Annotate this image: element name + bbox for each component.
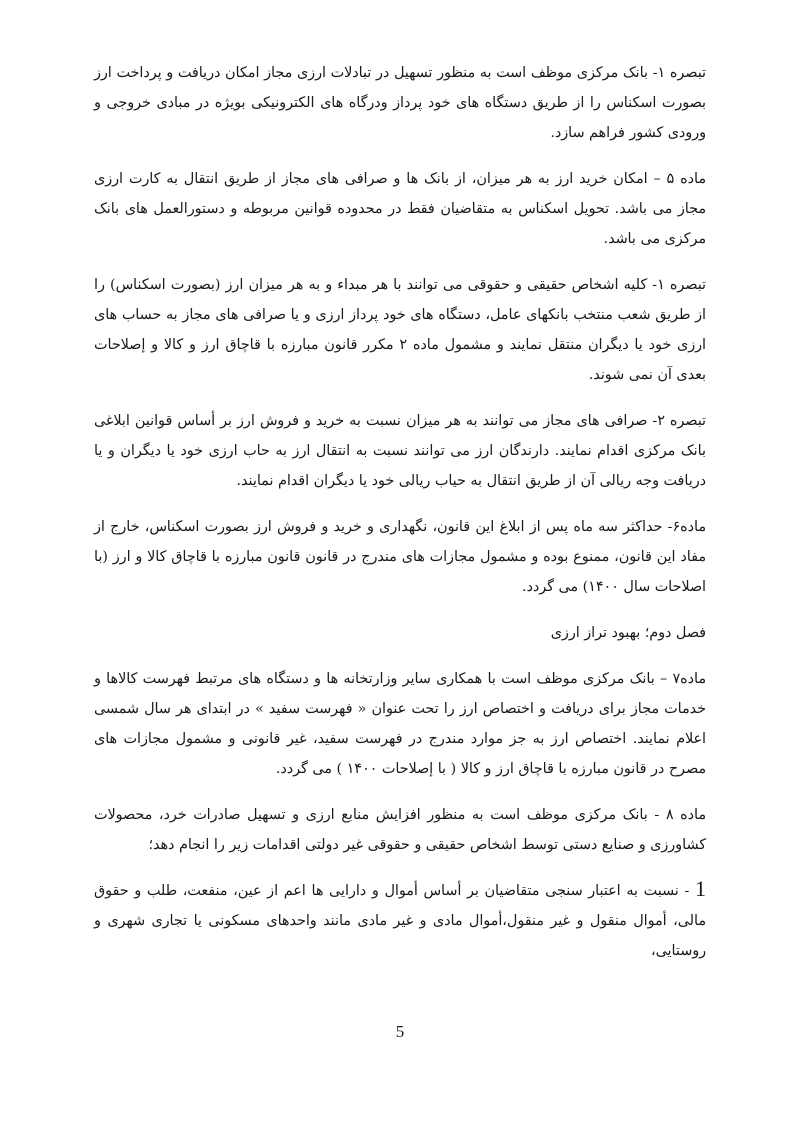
page-number: 5 bbox=[395, 1022, 405, 1041]
paragraph-article-6: ماده۶- حداکثر سه ماه پس از ابلاغ این قانون، نگهداری و خرید و فروش ارز بصورت اسکناس، خارج از مفاد این قانون، ممنوع بوده و مشمول مجازات های مندرج در قانون قانون مبارزه با قاچاق کالا و ارز (با اصلاحات سال ۱۴۰۰) می گردد. bbox=[94, 519, 706, 595]
chapter-heading: فصل دوم؛ بهبود تراز ارزی bbox=[550, 625, 706, 641]
paragraph-note-1-article-5: تبصره ۱- کلیه اشخاص حقیقی و حقوقی می توانند با هر مبداء و به هر میزان ارز (بصورت اسکناس) را از طریق شعب منتخب بانکهای عامل، دستگاه های خود پرداز ارزی و یا صرافی های مجاز به حساب های ارزی خود یا دیگران منتقل نمایند و مشمول ماده ۲ مکرر قانون مبارزه با قاچاق ارز و کالا و إصلاحات بعدی آن نمی شوند. bbox=[94, 277, 706, 383]
paragraph-article-7: ماده۷ – بانک مرکزی موظف است با همکاری سایر وزارتخانه ها و دستگاه های مرتبط فهرست کالاها و خدمات مجاز برای دریافت و اختصاص ارز را تحت عنوان « فهرست سفید » در ابتدای هر سال شمسی اعلام نمایند. اختصاص ارز به جز موارد مندرج در فهرست سفید، غیر قانونی و مشمول مجازات های مصرح در قانون مبارزه با قاچاق ارز و کالا ( با إصلاحات ۱۴۰۰ ) می گردد. bbox=[94, 671, 706, 777]
paragraph-article-5: ماده ۵ – امکان خرید ارز به هر میزان، از بانک ها و صرافی های مجاز از طریق انتقال به کارت ارزی مجاز می باشد. تحویل اسکناس به متقاضیان فقط در محدوده قوانین مربوطه و دستورالعمل های بانک مرکزی می باشد. bbox=[94, 171, 706, 247]
list-item-1 bbox=[94, 876, 706, 966]
list-item-text: - نسبت به اعتبار سنجی متقاضیان بر أساس أموال و دارایی ها اعم از عین، منفعت، طلب و حقوق مالی، أموال منقول و غیر منقول،أموال مادی و غیر مادی مانند واحدهای مسکونی یا تجاری شهری و روستایی، bbox=[94, 883, 706, 959]
paragraph-article-8: ماده ۸ - بانک مرکزی موظف است به منظور افزایش منابع ارزی و تسهیل صادرات خرد، محصولات کشاورزی و صنایع دستی توسط اشخاص حقیقی و حقوقی غیر دولتی اقدامات زیر را انجام دهد؛ bbox=[94, 807, 706, 853]
paragraph-note-1: تبصره ۱- بانک مرکزی موظف است به منظور تسهیل در تبادلات ارزی مجاز امکان دریافت و پرداخت ارز بصورت اسکناس را از طریق دستگاه های خود پرداز ودرگاه های الکترونیکی بویژه در مبادی خروجی و ورودی کشور فراهم سازد. bbox=[94, 65, 706, 141]
list-item-number: 1 bbox=[695, 876, 706, 901]
document-body bbox=[94, 58, 706, 966]
paragraph-note-2: تبصره ۲- صرافی های مجاز می توانند به هر میزان نسبت به خرید و فروش ارز بر أساس قوانین ابلاغی بانک مرکزی اقدام نمایند. دارندگان ارز می توانند نسبت به انتقال ارز به حاب ارزی خود یا دیگران و یا دریافت وجه ریالی آن از طریق انتقال به حیاب ریالی خود یا دیگران اقدام نمایند. bbox=[94, 413, 706, 489]
